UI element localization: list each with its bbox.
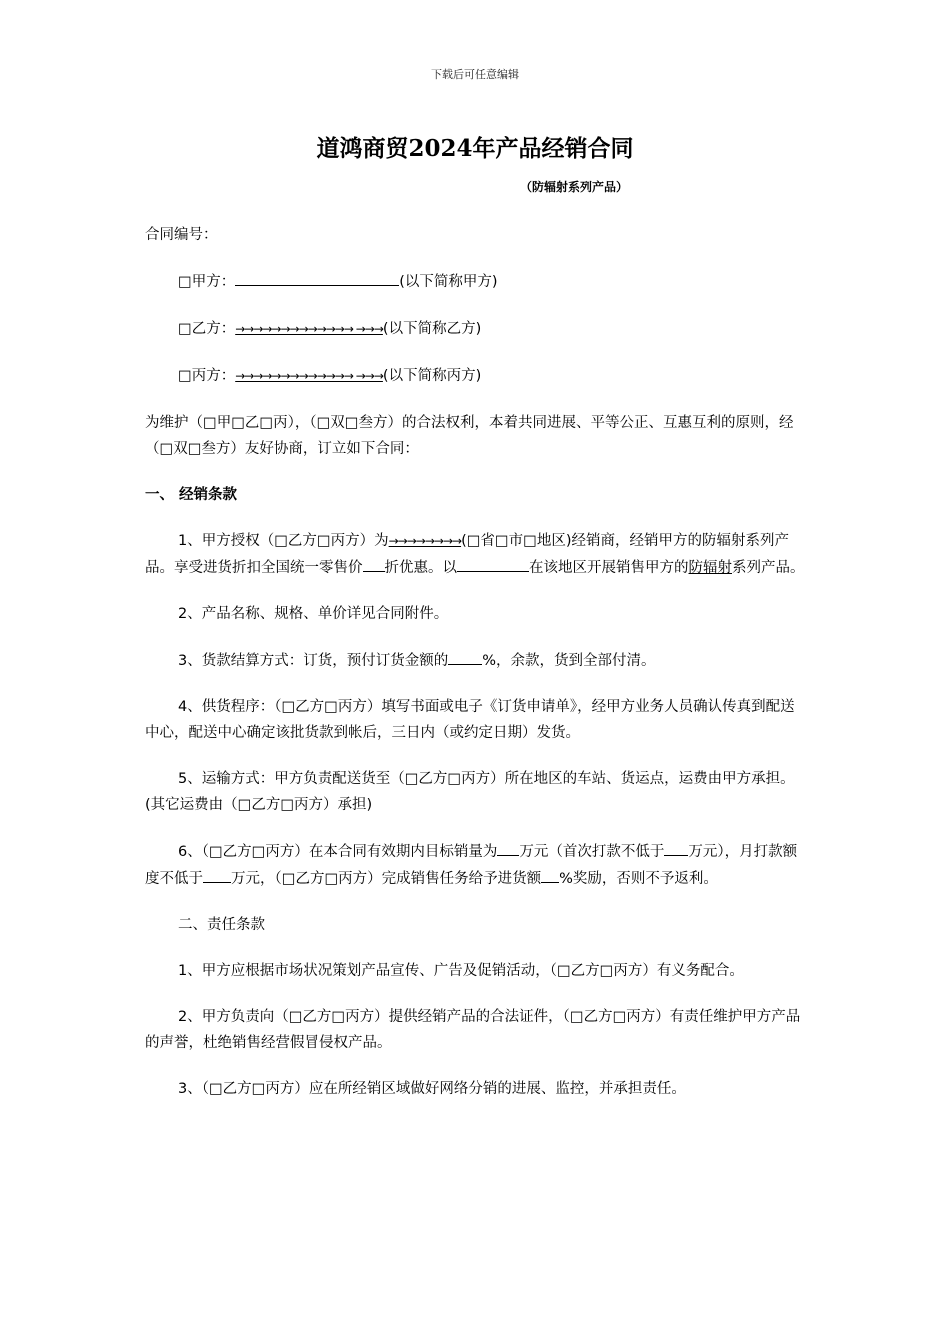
party-b-suffix: (以下简称乙方) — [382, 321, 482, 337]
responsibility-3: 3、（□乙方□丙方）应在所经销区域做好网络分销的进展、监控，并承担责任。 — [178, 1081, 686, 1097]
party-a-suffix: (以下简称甲方) — [399, 274, 498, 290]
date-blank — [457, 554, 529, 572]
party-c-suffix: (以下简称丙方) — [382, 368, 482, 384]
reward-blank — [541, 865, 559, 883]
intro-paragraph: 为维护（□甲□乙□丙），（□双□叁方）的合法权利，本着共同进展、平等公正、互惠互利的原则，经（□双□叁方）友好协商，订立如下合同： — [145, 415, 794, 457]
party-c-label: □丙方： — [178, 368, 236, 384]
clause-1-underlined: 防辐射 — [688, 560, 732, 576]
clause-1 — [145, 528, 805, 581]
prepay-blank — [448, 647, 482, 665]
clause-5: 5、运输方式：甲方负责配送货至（□乙方□丙方）所在地区的车站、货运点，运费由甲方承担。(其它运费由（□乙方□丙方）承担) — [145, 771, 795, 813]
clause-1-text-a: 1、甲方授权（□乙方□丙方）为 — [178, 533, 389, 549]
clause-1-text-d: 在该地区开展销售甲方的 — [529, 560, 689, 576]
clause-6-text-e: %奖励，否则不予返利。 — [559, 871, 718, 887]
target-blank — [497, 838, 519, 856]
first-payment-blank — [664, 838, 688, 856]
discount-blank — [363, 554, 385, 572]
document-body — [145, 222, 805, 1122]
clause-2: 2、产品名称、规格、单价详见合同附件。 — [178, 606, 449, 622]
party-a-blank — [235, 268, 399, 286]
clause-6-text-a: 6、（□乙方□丙方）在本合同有效期内目标销量为 — [178, 844, 498, 860]
clause-3 — [145, 647, 805, 674]
clause-1-fill: →→→→→→→→ — [388, 534, 462, 548]
document-title: 道鸿商贸2024年产品经销合同 — [316, 135, 634, 162]
clause-3-text-a: 3、货款结算方式：订货，预付订货金额的 — [178, 653, 449, 669]
clause-3-text-b: %，余款，货到全部付清。 — [482, 653, 656, 669]
clause-1-text-e: 系列产品。 — [732, 560, 805, 576]
clause-1-text-c: 折优惠。以 — [384, 560, 457, 576]
party-a-label: □甲方： — [178, 274, 236, 290]
party-b — [178, 316, 805, 342]
party-b-label: □乙方： — [178, 321, 236, 337]
responsibility-1: 1、甲方应根据市场状况策划产品宣传、广告及促销活动，（□乙方□丙方）有义务配合。 — [178, 963, 744, 979]
clause-4: 4、供货程序：（□乙方□丙方）填写书面或电子《订货申请单》，经甲方业务人员确认传真到配送中心，配送中心确定该批货款到帐后，三日内（或约定日期）发货。 — [145, 699, 795, 741]
clause-6 — [145, 838, 805, 892]
monthly-blank — [203, 865, 231, 883]
document-subtitle: （防辐射系列产品） — [520, 180, 629, 194]
party-c — [178, 363, 805, 389]
party-a — [178, 268, 805, 295]
clause-6-text-b: 万元（首次打款不低于 — [519, 844, 665, 860]
section-1-heading: 一、 经销条款 — [145, 487, 238, 503]
clause-6-text-d: 万元，（□乙方□丙方）完成销售任务给予进货额 — [231, 871, 542, 887]
header-note: 下载后可任意编辑 — [431, 68, 519, 81]
clause-6-text-c: 万元），月打款额度不低于 — [145, 844, 798, 887]
section-2-heading: 二、责任条款 — [178, 917, 265, 933]
contract-number: 合同编号： — [145, 227, 218, 243]
clause-1-text-b: (□省□市□地区)经销商，经销甲方的防辐射系列产品。享受进货折扣全国统一零售价 — [145, 533, 789, 576]
party-b-fill: →→→→→→→→→→→→→ →→→ — [235, 322, 383, 336]
responsibility-2: 2、甲方负责向（□乙方□丙方）提供经销产品的合法证件，（□乙方□丙方）有责任维护甲方产品的声誉，杜绝销售经营假冒侵权产品。 — [145, 1009, 801, 1051]
party-c-fill: →→→→→→→→→→→→→ →→→ — [235, 369, 383, 383]
